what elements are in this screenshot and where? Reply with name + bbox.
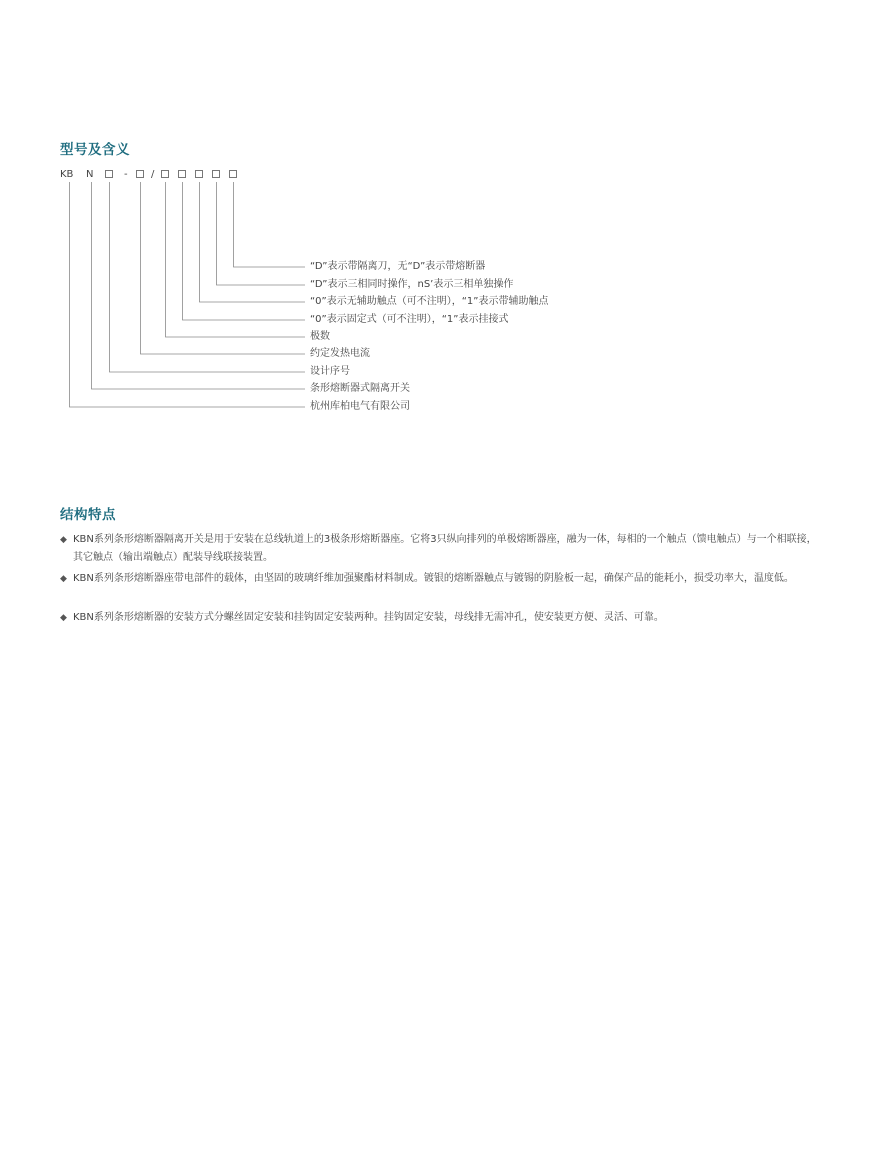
- legend-company: 杭州库柏电气有限公司: [310, 401, 410, 412]
- feature-text: KBN系列条形熔断器隔离开关是用于安装在总线轨道上的3极条形熔断器座。它将3只纵向排列的单极熔断器座，融为一体，每相的一个触点（馈电触点）与一个相联接，其它触点（输出端触点）配装导线联接装置。: [73, 534, 817, 563]
- model-section-title: 型号及含义: [60, 142, 130, 158]
- bullet-icon: ◆: [60, 574, 67, 584]
- legend-mount-type: “0”表示固定式（可不注明），“1”表示挂接式: [310, 314, 509, 325]
- leader-line-disconnector: [234, 182, 306, 267]
- feature-text: KBN系列条形熔断器座带电部件的载体，由坚固的玻璃纤维加强聚酯材料制成。镀银的熔断器触点与镀锡的阴脸板一起，确保产品的能耗小，损受功率大，温度低。: [73, 573, 794, 584]
- legend-operation: “D”表示三相同时操作，nS’表示三相单独操作: [310, 279, 514, 290]
- bullet-icon: ◆: [60, 613, 67, 623]
- leader-line-product: [92, 182, 306, 389]
- feature-item: [60, 570, 820, 588]
- legend-design-no: 设计序号: [310, 366, 350, 377]
- legend-poles: 极数: [310, 331, 330, 342]
- feature-item: [60, 531, 820, 567]
- leader-line-operation: [217, 182, 306, 285]
- code-dash: -: [124, 169, 128, 180]
- feature-text: KBN系列条形熔断器的安装方式分螺丝固定安装和挂钩固定安装两种。挂钩固定安装，母线排无需冲孔，使安装更方便、灵活、可靠。: [73, 612, 664, 623]
- feature-item: [60, 609, 820, 627]
- leader-line-design-no: [110, 182, 306, 372]
- code-slash: /: [151, 169, 155, 180]
- features-section-title: 结构特点: [60, 507, 116, 523]
- leader-line-company: [70, 182, 306, 407]
- legend-aux-contact: “0”表示无辅助触点（可不注明），“1”表示带辅助触点: [310, 296, 549, 307]
- leader-line-poles: [166, 182, 306, 337]
- code-n: N: [86, 169, 94, 180]
- leader-line-mount: [183, 182, 306, 320]
- leader-line-aux: [200, 182, 306, 302]
- bullet-icon: ◆: [60, 535, 67, 545]
- legend-rated-current: 约定发热电流: [310, 348, 370, 359]
- model-leader-lines: [0, 0, 873, 420]
- code-kb: KB: [60, 169, 74, 180]
- legend-disconnector: “D”表示带隔离刀，无“D”表示带熔断器: [310, 261, 486, 272]
- legend-product-type: 条形熔断器式隔离开关: [310, 383, 410, 394]
